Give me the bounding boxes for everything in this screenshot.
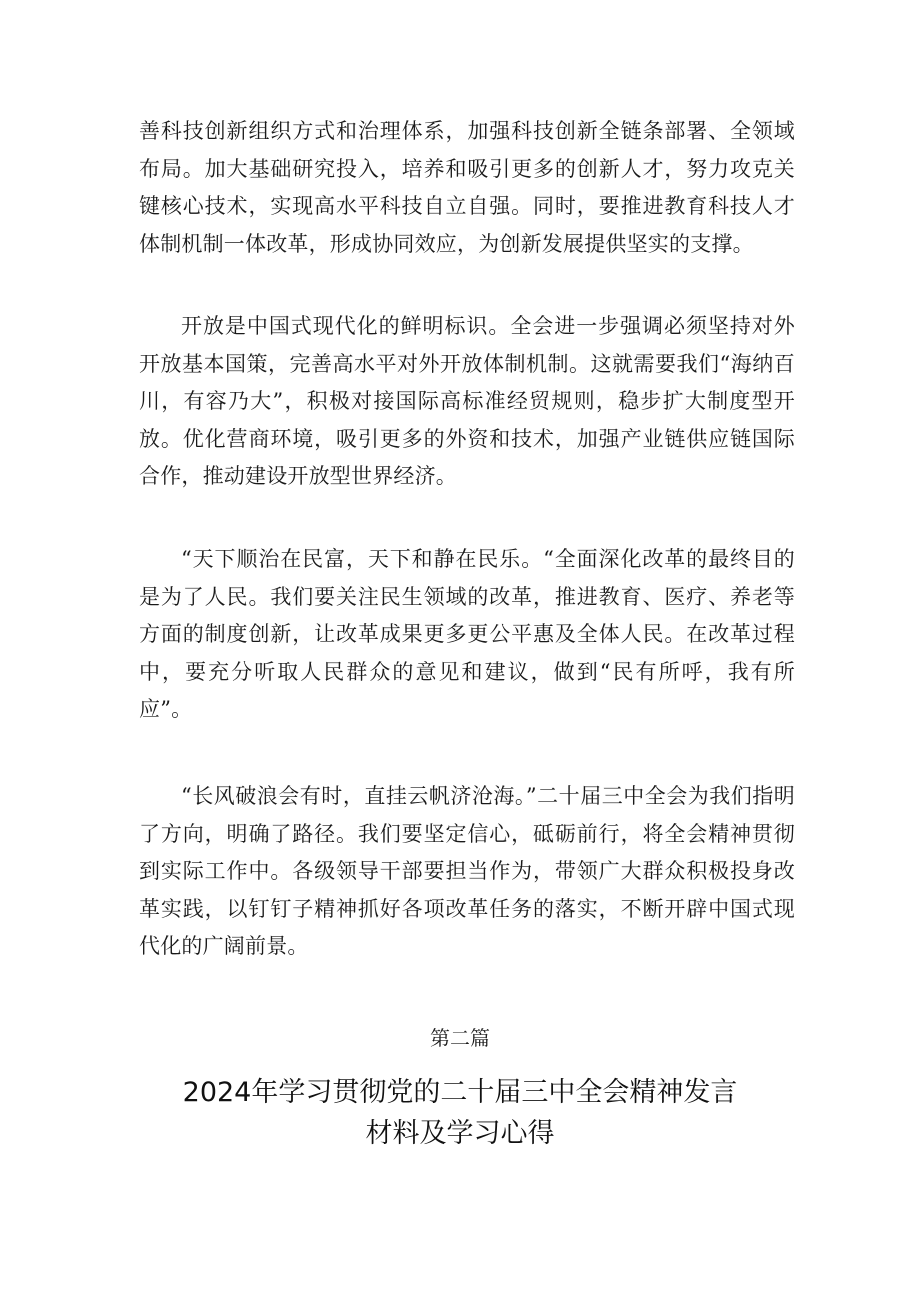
body-paragraph-opening-up: 开放是中国式现代化的鲜明标识。全会进一步强调必须坚持对外开放基本国策，完善高水平对外开放体制机制。这就需要我们“海纳百川，有容乃大”，积极对接国际高标准经贸规则，稳步扩大制度型开放。优化营商环境，吸引更多的外资和技术，加强产业链供应链国际合作，推动建设开放型世界经济。 bbox=[139, 314, 795, 488]
body-paragraph-people-livelihood: “天下顺治在民富，天下和静在民乐。“全面深化改革的最终目的是为了人民。我们要关注民生领域的改革，推进教育、医疗、养老等方面的制度创新，让改革成果更多更公平惠及全体人民。在改革过程中，要充分听取人民群众的意见和建议，做到“民有所呼，我有所应”。 bbox=[139, 547, 795, 721]
article-title bbox=[150, 1072, 770, 1154]
body-paragraph-continuation: 善科技创新组织方式和治理体系，加强科技创新全链条部署、全领域布局。加大基础研究投入，培养和吸引更多的创新人才，努力攻克关键核心技术，实现高水平科技自立自强。同时，要推进教育科技人才体制机制一体改革，形成协同效应，为创新发展提供坚实的支撑。 bbox=[139, 119, 795, 256]
article-title-line-1: 2024年学习贯彻党的二十届三中全会精神发言 bbox=[182, 1077, 738, 1108]
article-title-line-2: 材料及学习心得 bbox=[365, 1118, 555, 1149]
body-paragraph-conclusion: “长风破浪会有时，直挂云帆济沧海。”二十届三中全会为我们指明了方向，明确了路径。我们要坚定信心，砥砺前行，将全会精神贯彻到实际工作中。各级领导干部要担当作为，带领广大群众积极投身改革实践，以钉钉子精神抓好各项改革任务的落实，不断开辟中国式现代化的广阔前景。 bbox=[139, 784, 795, 958]
section-label: 第二篇 bbox=[430, 1026, 490, 1050]
